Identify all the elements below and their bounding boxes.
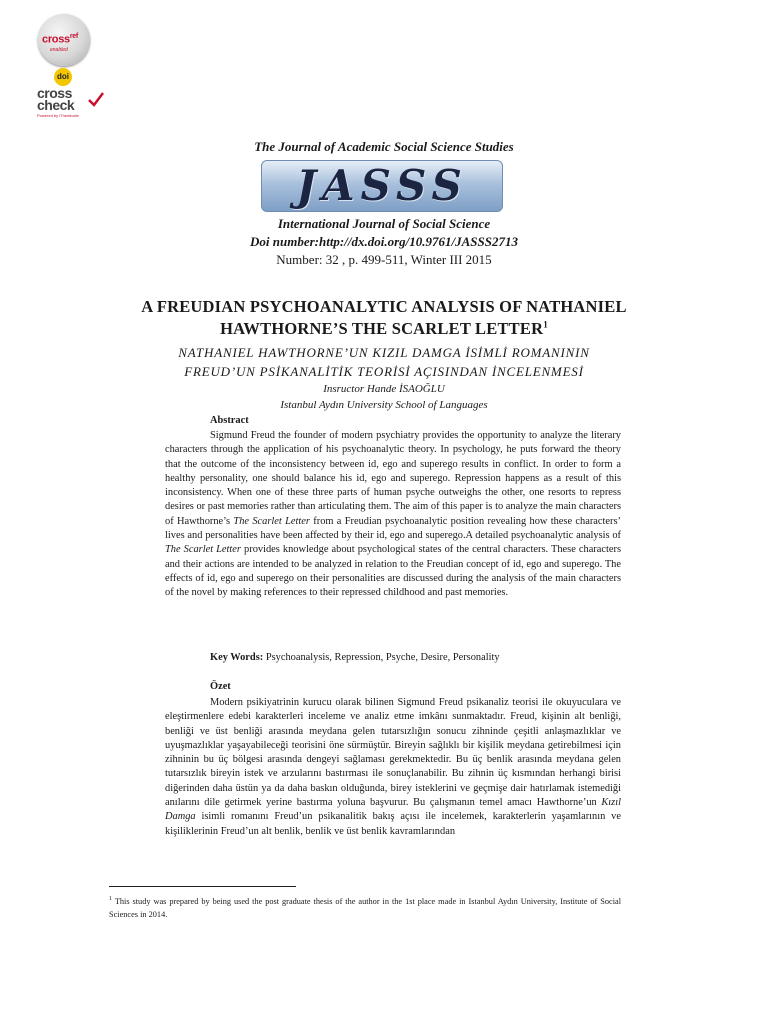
- journal-name: The Journal of Academic Social Science Studies: [254, 139, 514, 154]
- ozet-part1: Modern psikiyatrinin kurucu olarak bilinen Sigmund Freud psikanaliz teorisi ile okuyuculara ve eleştirmenlere edebi karakterleri inceleme ve analiz etme imkânı sunmaktadır. Freud, kişinin alt benliği, benliği ve üst benliği arasında meydana gelen tutarsızlığın sonucu zihninde çeşitli anlaşmazlıklar ve uyuşmazlıklar yaşayabileceği teorisini öne sürmüştür. Bireyin sağlıklı bir kişilik meydana getirebilmesi için zihninin bu üç bölgesi arasında dengeyi sağlaması gerekmektedir. Bu üç benlik arasında meydana gelen tutarsızlık bireyin istek ve arzularını bastırması ile sonuçlanabilir. Bu zihnin üç kısmından herhangi birisi diğerinden daha üstün ya da daha baskın olduğunda, birey isteklerini ve geçmişe dair hatırlamak istemediği anılarını dile getirmek yerine bastırma yoluna başvurur. Bu çalışmanın temel amacı Hawthorne’un: [165, 697, 621, 809]
- footnote-text: This study was prepared by being used the post graduate thesis of the author in the 1st place made in Istanbul Aydın University, Institute of Social Sciences in 2014.: [109, 896, 621, 919]
- crossref-logo-text: cross: [42, 33, 70, 46]
- ozet-heading: Özet: [210, 681, 231, 692]
- footnote-divider: [109, 886, 296, 887]
- abstract-part2: from a Freudian psychoanalytic position revealing how these characters’ lives and personalities have been affected by their id, ego and superego.A detailed psychoanalytic analysis of: [165, 515, 621, 542]
- paper-title-line2-text: HAWTHORNE’S THE SCARLET LETTER: [220, 319, 544, 338]
- crossref-logo: [38, 14, 90, 66]
- ozet-part2: isimli romanını Freud’un psikanalitik bakış açısı ile incelemek, karakterlerin yaşamlarının ve kişiliklerinin Freud’un alt benlik, benlik ve üst benlik kavramlarından: [165, 811, 621, 837]
- checkmark-icon: [87, 90, 105, 108]
- abstract-part1: Sigmund Freud the founder of modern psychiatry provides the opportunity to analyze the literary characters through the application of his psychoanalytic theory. In psychology, he puts forward the theory that the outcome of the inconsistency between id, ego and superego results in conflict. In order to form a healthy personality, one should balance his id, ego and superego. Repression happens as a result of this inconsistency. When one of these three parts of human psyche outweighs the other, one resorts to repress desires or past memories rather than articulating them. The aim of this paper is to analyze the main characters of Hawthorne’s: [165, 430, 621, 527]
- jasss-logo: [261, 160, 503, 212]
- crosscheck-sub: Powered by iThenticate: [37, 113, 79, 118]
- footnote: [109, 893, 621, 921]
- journal-subtitle: International Journal of Social Science: [277, 216, 491, 231]
- ozet-italic1: Kızıl Damga: [165, 797, 621, 823]
- paper-title-line1: A FREUDIAN PSYCHOANALYTIC ANALYSIS OF NATHANIEL: [141, 297, 627, 316]
- crosscheck-line2: check: [37, 97, 75, 113]
- footnote-mark: 1: [109, 896, 112, 902]
- abstract-italic2: The Scarlet Letter: [165, 544, 241, 556]
- abstract-italic1: The Scarlet Letter: [233, 515, 310, 527]
- issue-info: Number: 32 , p. 499-511, Winter III 2015: [276, 252, 492, 267]
- keywords-label: Key Words:: [210, 652, 264, 663]
- crosscheck-logo: [37, 86, 109, 120]
- affiliation: Istanbul Aydın University School of Languages: [280, 399, 488, 411]
- doi-logo: doi: [54, 68, 72, 86]
- abstract-part3: provides knowledge about psychological states of the central characters. These characters and their actions are intended to be analyzed in relation to the Freudian concept of id, ego and superego. The effects of id, ego and superego on their personalities are discussed during the analysis of the main characters of the novel by making references to their repressed childhood and past memories.: [165, 544, 621, 599]
- paper-title-line2: [0, 319, 768, 339]
- abstract-heading: Abstract: [210, 415, 249, 426]
- crossref-logo-sub: enabled: [50, 47, 68, 53]
- abstract-text: [165, 429, 621, 601]
- ozet-text: [165, 696, 621, 839]
- title-footnote-mark: 1: [543, 319, 548, 330]
- turkish-title-line2: FREUD’UN PSİKANALİTİK TEORİSİ AÇISINDAN İNCELENMESİ: [184, 364, 584, 379]
- crossref-logo-ref: ref: [69, 33, 78, 40]
- keywords: [210, 652, 500, 663]
- author: Insructor Hande İSAOĞLU: [323, 383, 445, 395]
- jasss-logo-text: JASSS: [296, 161, 468, 210]
- turkish-title-line1: NATHANIEL HAWTHORNE’UN KIZIL DAMGA İSİMLİ ROMANININ: [178, 345, 590, 360]
- doi-line: Doi number:http://dx.doi.org/10.9761/JASSS2713: [250, 234, 518, 249]
- crosscheck-line1: cross: [37, 85, 72, 101]
- keywords-list: Psychoanalysis, Repression, Psyche, Desire, Personality: [263, 652, 500, 663]
